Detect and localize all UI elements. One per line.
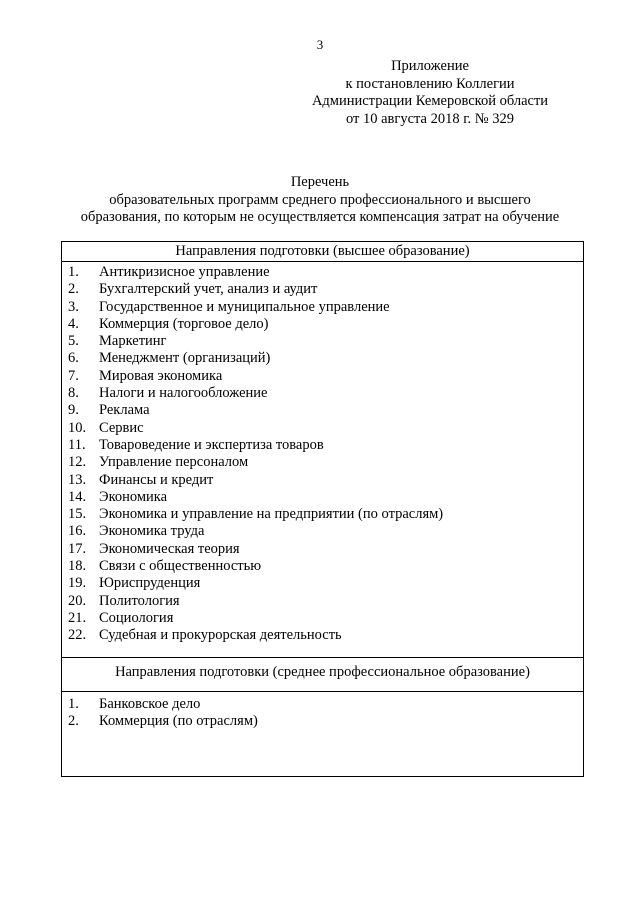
list-item xyxy=(68,627,583,644)
item-text: Антикризисное управление xyxy=(99,264,270,280)
list-item xyxy=(68,316,583,333)
list-item xyxy=(68,420,583,437)
list-item xyxy=(68,696,583,713)
appendix-line: к постановлению Коллегии xyxy=(345,75,515,92)
item-number: 14. xyxy=(68,488,87,505)
list-item xyxy=(68,523,583,540)
item-number: 8. xyxy=(68,385,79,402)
page-number: 3 xyxy=(316,37,324,52)
list-item xyxy=(68,368,583,385)
item-text: Государственное и муниципальное управление xyxy=(99,298,390,315)
item-text: Коммерция (по отраслям) xyxy=(99,713,258,730)
document-heading xyxy=(0,174,640,227)
item-text: Экономическая теория xyxy=(99,540,240,557)
list-item xyxy=(68,402,583,419)
item-text: Экономика труда xyxy=(99,523,205,540)
item-number: 6. xyxy=(68,350,79,367)
item-text: Мировая экономика xyxy=(99,367,223,384)
higher-education-list xyxy=(62,262,583,658)
list-item xyxy=(68,472,583,489)
item-text: Финансы и кредит xyxy=(99,471,214,488)
list-item xyxy=(68,385,583,402)
list-item xyxy=(68,558,583,575)
document-title: Перечень xyxy=(290,174,350,190)
item-text: Маркетинг xyxy=(99,333,167,350)
list-item xyxy=(68,575,583,592)
appendix-title: Приложение xyxy=(391,58,469,74)
item-text: Связи с общественностью xyxy=(99,558,262,575)
list-item xyxy=(68,610,583,627)
list-item xyxy=(68,264,583,281)
appendix-line: Администрации Кемеровской области xyxy=(311,93,549,109)
item-number: 10. xyxy=(68,419,87,436)
list-item xyxy=(68,299,583,316)
secondary-education-list xyxy=(62,692,583,731)
item-number: 11. xyxy=(68,436,86,453)
list-item xyxy=(68,593,583,610)
list-item xyxy=(68,713,583,730)
document-subtitle: образовательных программ среднего профессионального и высшего xyxy=(109,191,531,208)
item-number: 18. xyxy=(68,558,87,575)
item-number: 3. xyxy=(68,298,79,315)
item-text: Социология xyxy=(99,609,174,626)
item-number: 2. xyxy=(68,281,79,298)
document-subtitle: образования, по которым не осуществляется компенсация затрат на обучение xyxy=(80,209,560,225)
list-item xyxy=(68,281,583,298)
item-text: Налоги и налогообложение xyxy=(99,385,268,402)
item-number: 12. xyxy=(68,454,87,471)
item-number: 7. xyxy=(68,367,79,384)
item-text: Экономика и управление на предприятии (по отраслям) xyxy=(99,506,444,523)
higher-education-header: Направления подготовки (высшее образование) xyxy=(62,242,583,262)
list-item xyxy=(68,541,583,558)
item-number: 1. xyxy=(68,696,79,712)
item-text: Коммерция (торговое дело) xyxy=(99,315,269,332)
item-number: 2. xyxy=(68,713,79,730)
item-number: 9. xyxy=(68,402,79,419)
item-number: 1. xyxy=(68,264,79,280)
item-number: 21. xyxy=(68,609,87,626)
item-text: Банковское дело xyxy=(99,696,201,712)
item-number: 5. xyxy=(68,333,79,350)
item-text: Политология xyxy=(99,592,180,609)
item-number: 16. xyxy=(68,523,87,540)
item-number: 4. xyxy=(68,315,79,332)
secondary-education-header: Направления подготовки (среднее профессиональное образование) xyxy=(62,658,583,692)
item-text: Управление персоналом xyxy=(99,454,249,471)
item-text: Товароведение и экспертиза товаров xyxy=(99,436,324,453)
list-item xyxy=(68,489,583,506)
item-text: Менеджмент (организаций) xyxy=(99,350,271,367)
appendix-date: от 10 августа 2018 г. № 329 xyxy=(345,110,515,127)
list-item xyxy=(68,333,583,350)
programs-table xyxy=(61,241,584,777)
list-item xyxy=(68,350,583,367)
item-text: Юриспруденция xyxy=(99,575,201,592)
appendix-block xyxy=(300,58,560,128)
item-text: Реклама xyxy=(99,402,150,419)
item-text: Экономика xyxy=(99,488,168,505)
item-number: 15. xyxy=(68,506,87,523)
item-number: 20. xyxy=(68,592,87,609)
item-text: Судебная и прокурорская деятельность xyxy=(99,627,342,644)
item-text: Сервис xyxy=(99,419,144,436)
list-item xyxy=(68,437,583,454)
list-item xyxy=(68,506,583,523)
item-number: 17. xyxy=(68,540,87,557)
item-number: 22. xyxy=(68,627,87,644)
item-number: 13. xyxy=(68,471,87,488)
item-text: Бухгалтерский учет, анализ и аудит xyxy=(99,281,318,298)
list-item xyxy=(68,454,583,471)
item-number: 19. xyxy=(68,575,87,592)
